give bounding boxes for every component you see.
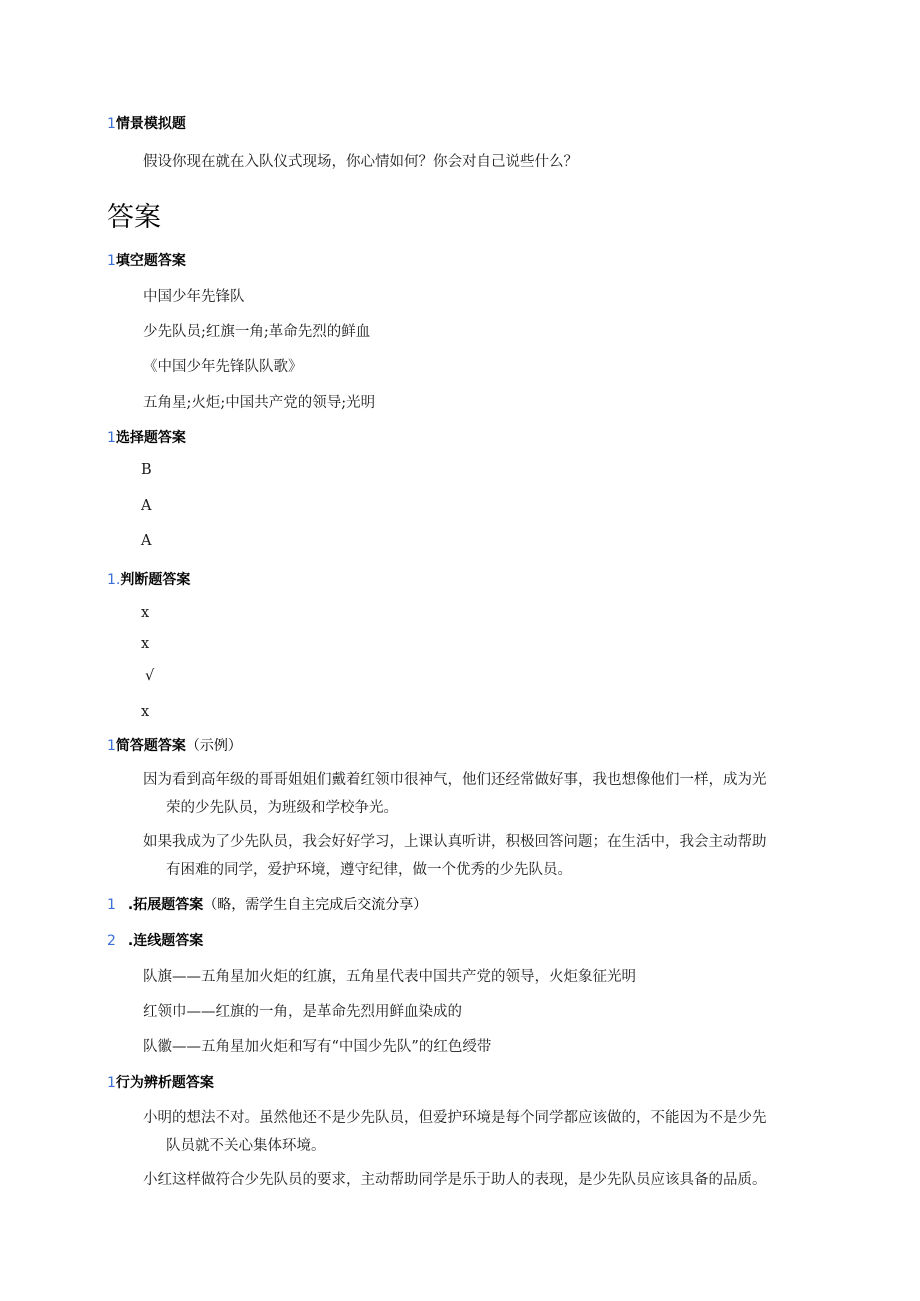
behavior-answer-1-line-2: 队员就不关心集体环境。 (166, 1138, 326, 1154)
section-number: 1 (107, 1075, 116, 1091)
answers-title: 答案 (107, 202, 161, 233)
section-heading-scenario (107, 113, 186, 133)
fill-answer-2: 少先队员;红旗一角;革命先烈的鲜血 (143, 324, 371, 340)
judge-answer-3: √ (145, 668, 155, 684)
section-heading-behavior (107, 1072, 214, 1092)
section-heading-judge (107, 569, 190, 589)
choice-answer-2: A (141, 498, 152, 514)
short-answer-1-line-1: 因为看到高年级的哥哥姐姐们戴着红领巾很神气，他们还经常做好事，我也想像他们一样，成为光 (143, 772, 767, 788)
section-title: .连线题答案 (127, 933, 204, 949)
judge-answer-4: x (141, 704, 150, 720)
judge-answer-2: x (141, 636, 150, 652)
section-heading-expand (107, 894, 427, 914)
short-answer-1-line-2: 荣的少先队员，为班级和学校争光。 (166, 800, 398, 816)
section-number: 1 (107, 738, 116, 754)
section-number: 1 (107, 897, 116, 913)
fill-answer-4: 五角星;火炬;中国共产党的领导;光明 (143, 395, 376, 411)
scenario-question: 假设你现在就在入队仪式现场，你心情如何？你会对自己说些什么？ (143, 154, 578, 170)
section-number: 1 (107, 253, 116, 269)
fill-answer-1: 中国少年先锋队 (143, 289, 245, 305)
short-answer-2-line-2: 有困难的同学，爱护环境，遵守纪律，做一个优秀的少先队员。 (166, 862, 572, 878)
section-note: （示例） (185, 738, 242, 754)
behavior-answer-1-line-1: 小明的想法不对。虽然他还不是少先队员，但爱护环境是每个同学都应该做的，不能因为不是少先 (143, 1110, 767, 1126)
section-title: 简答题答案 (115, 738, 186, 754)
connect-answer-1: 队旗——五角星加火炬的红旗，五角星代表中国共产党的领导，火炬象征光明 (143, 969, 636, 985)
section-number: 2 (107, 933, 116, 949)
connect-answer-2: 红领巾——红旗的一角，是革命先烈用鲜血染成的 (143, 1004, 462, 1020)
section-title: 情景模拟题 (115, 116, 186, 132)
section-number: 1 (107, 116, 116, 132)
section-heading-fill (107, 250, 186, 270)
judge-answer-1: x (141, 605, 150, 621)
section-title: .拓展题答案 (127, 897, 204, 913)
section-number: 1. (107, 572, 121, 588)
section-title: 填空题答案 (115, 253, 186, 269)
section-title: 行为辨析题答案 (115, 1075, 214, 1091)
section-number: 1 (107, 430, 116, 446)
connect-answer-3: 队徽——五角星加火炬和写有“中国少先队”的红色绶带 (143, 1039, 492, 1055)
section-heading-short (107, 735, 242, 755)
section-heading-choice (107, 427, 186, 447)
section-note: （略，需学生自主完成后交流分享） (203, 897, 428, 913)
behavior-answer-2: 小红这样做符合少先队员的要求，主动帮助同学是乐于助人的表现，是少先队员应该具备的品质。 (143, 1172, 767, 1188)
section-title: 判断题答案 (120, 572, 191, 588)
choice-answer-3: A (141, 533, 152, 549)
section-heading-connect (107, 930, 203, 950)
section-title: 选择题答案 (115, 430, 186, 446)
short-answer-2-line-1: 如果我成为了少先队员，我会好好学习，上课认真听讲，积极回答问题；在生活中，我会主动帮助 (143, 834, 767, 850)
choice-answer-1: B (141, 462, 152, 478)
fill-answer-3: 《中国少年先锋队队歌》 (143, 359, 303, 375)
